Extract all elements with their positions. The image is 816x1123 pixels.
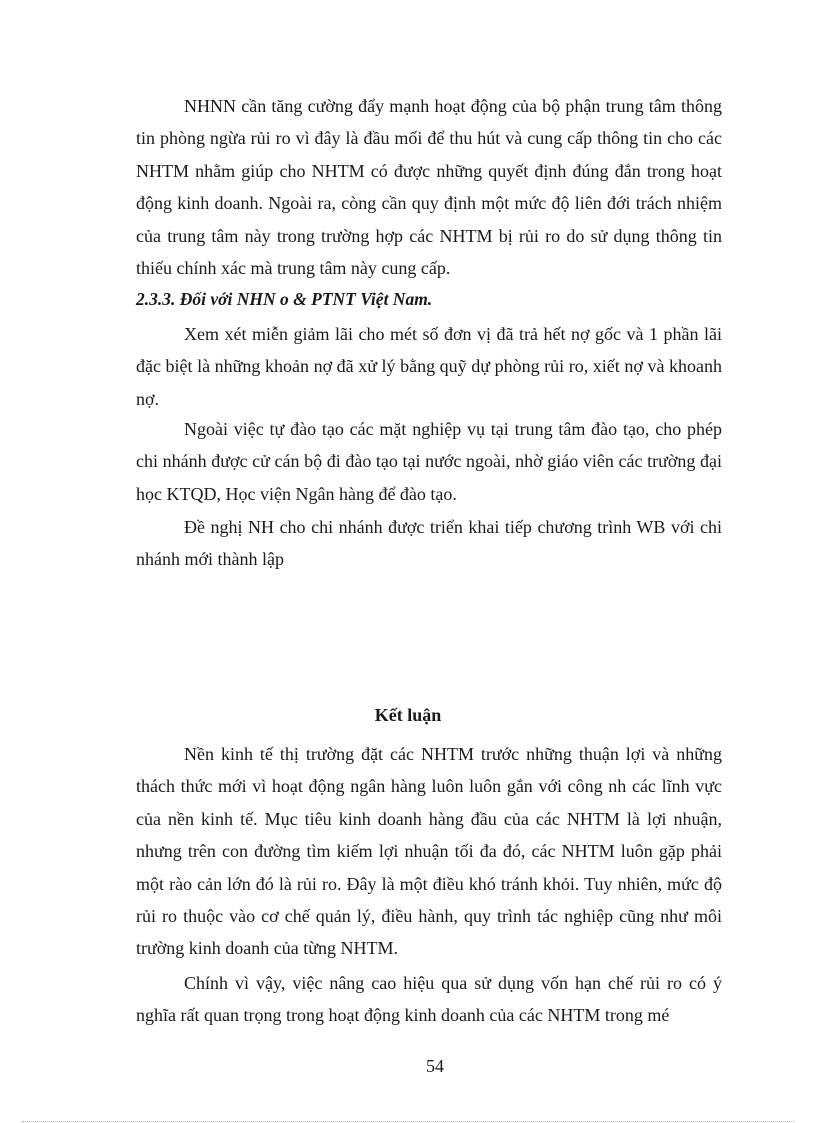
page-bottom-rule xyxy=(22,1121,794,1122)
paragraph-conclusion-market-economy: Nền kinh tế thị trường đặt các NHTM trước những thuận lợi và những thách thức mới vì hoạt động ngân hàng luôn luôn gắn với công nh các lĩnh vực của nền kinh tế. Mục tiêu kinh doanh hàng đầu của các NHTM là lợi nhuận, nhưng trên con đường tìm kiếm lợi nhuận tối đa đó, các NHTM luôn gặp phải một rào cản lớn đó là rủi ro. Đây là một điều khó tránh khỏi. Tuy nhiên, mức độ rủi ro thuộc vào cơ chế quản lý, điều hành, quy trình tác nghiệp cũng như môi trường kinh doanh của từng NHTM. xyxy=(136,744,722,959)
paragraph-wb-program: Đề nghị NH cho chi nhánh được triển khai tiếp chương trình WB với chi nhánh mới thành lập xyxy=(136,517,722,570)
paragraph-nhnn-info-center: NHNN cần tăng cường đẩy mạnh hoạt động của bộ phận trung tâm thông tin phòng ngừa rủi ro vì đây là đầu mối để thu hút và cung cấp thông tin cho các NHTM nhằm giúp cho NHTM có được những quyết định đúng đắn trong hoạt động kinh doanh. Ngoài ra, còng cần quy định một mức độ liên đới trách nhiệm của trung tâm này trong trường hợp các NHTM bị rủi ro do sử dụng thông tin thiếu chính xác mà trung tâm này cung cấp. xyxy=(136,96,722,279)
paragraph-staff-training: Ngoài việc tự đào tạo các mặt nghiệp vụ tại trung tâm đào tạo, cho phép chi nhánh được cử cán bộ đi đào tạo tại nước ngoài, nhờ giáo viên các trường đại học KTQD, Học viện Ngân hàng để đào tạo. xyxy=(136,419,722,504)
section-heading-2-3-3: 2.3.3. Đối với NHN o & PTNT Việt Nam. xyxy=(136,289,433,309)
paragraph-conclusion-capital-efficiency: Chính vì vậy, việc nâng cao hiệu qua sử dụng vốn hạn chế rủi ro có ý nghĩa rất quan trọng trong hoạt động kinh doanh của các NHTM trong mé xyxy=(136,973,722,1026)
paragraph-interest-exemption: Xem xét miễn giảm lãi cho mét số đơn vị đã trả hết nợ gốc và 1 phần lãi đặc biệt là những khoản nợ đã xử lý bằng quỹ dự phòng rủi ro, xiết nợ và khoanh nợ. xyxy=(136,324,722,409)
page-number: 54 xyxy=(426,1056,444,1076)
conclusion-title: Kết luận xyxy=(374,705,442,725)
